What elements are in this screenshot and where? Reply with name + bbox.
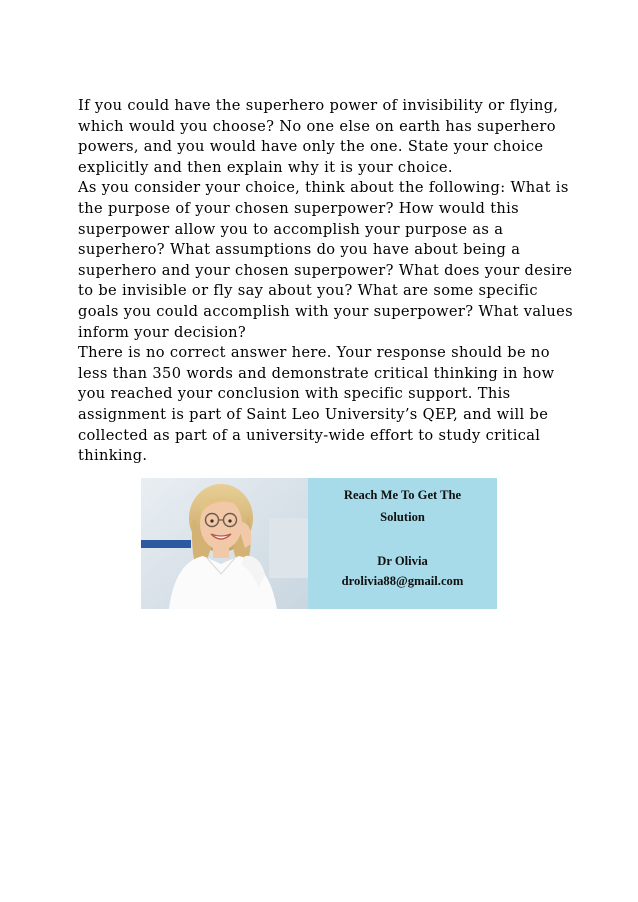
- contact-heading-line1: Reach Me To Get The: [343, 488, 462, 502]
- smiling-woman-photo-icon: [141, 478, 308, 609]
- text-line: the purpose of your chosen superpower? How would this: [78, 199, 520, 217]
- text-line: If you could have the superhero power of invisibility or flying,: [78, 97, 559, 114]
- contact-email-link[interactable]: drolivia88@gmail.com: [341, 574, 464, 588]
- paragraph-question: [78, 96, 568, 178]
- text-line: which would you choose? No one else on earth has superhero: [78, 117, 556, 135]
- document-body: [78, 96, 573, 467]
- paragraph-considerations: [78, 178, 573, 343]
- contact-heading-line2: Solution: [380, 510, 425, 524]
- text-line: explicitly and then explain why it is your choice.: [78, 158, 453, 176]
- text-line: There is no correct answer here. Your response should be no: [78, 344, 550, 362]
- text-line: you reached your conclusion with specific support. This: [78, 385, 511, 403]
- text-line: less than 350 words and demonstrate critical thinking in how: [78, 364, 555, 382]
- contact-panel: [308, 478, 497, 609]
- text-line: superpower allow you to accomplish your purpose as a: [78, 220, 504, 238]
- text-line: assignment is part of Saint Leo University’s QEP, and will be: [78, 405, 549, 423]
- text-line: superhero? What assumptions do you have about being a: [78, 241, 521, 259]
- text-line: goals you could accomplish with your superpower? What values: [78, 302, 573, 320]
- text-line: As you consider your choice, think about the following: What is: [78, 179, 569, 197]
- contact-name: Dr Olivia: [377, 554, 428, 568]
- paragraph-instructions: [78, 343, 568, 467]
- text-line: superhero and your chosen superpower? What does your desire: [78, 261, 573, 279]
- text-line: thinking.: [78, 447, 148, 465]
- text-line: inform your decision?: [78, 323, 247, 341]
- text-line: to be invisible or fly say about you? What are some specific: [78, 282, 538, 300]
- contact-banner: [141, 478, 497, 609]
- text-line: collected as part of a university-wide effort to study critical: [78, 426, 541, 444]
- text-line: powers, and you would have only the one. State your choice: [78, 138, 544, 156]
